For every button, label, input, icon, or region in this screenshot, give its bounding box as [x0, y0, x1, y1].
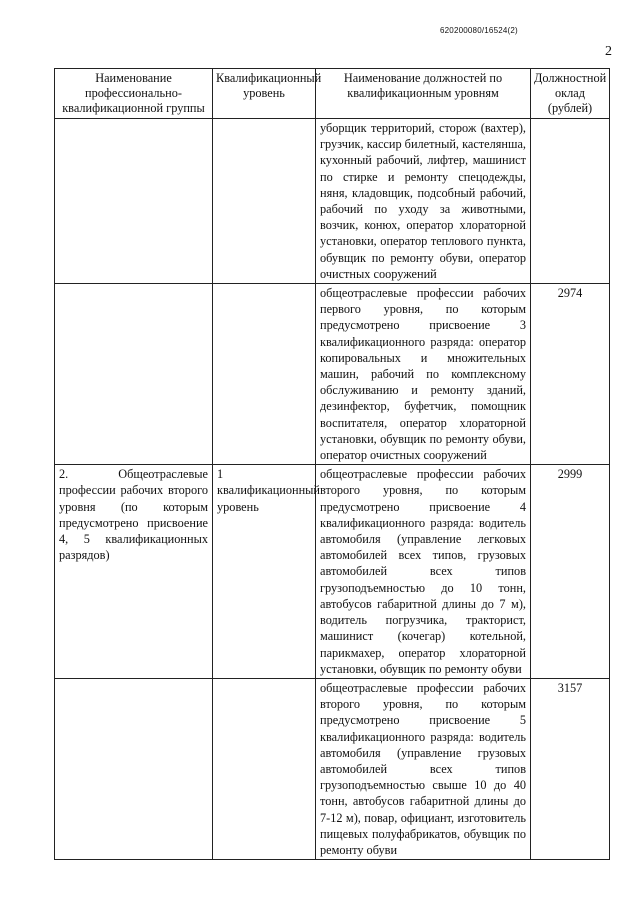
cell-level: 1 квалификационный уровень: [213, 465, 316, 679]
page-number: 2: [605, 44, 612, 59]
cell-level: [213, 678, 316, 859]
cell-group: [55, 119, 213, 284]
table-row: [55, 465, 610, 679]
cell-salary: [531, 119, 610, 284]
cell-level: [213, 284, 316, 465]
table-row: [55, 119, 610, 284]
table-row: [55, 678, 610, 859]
cell-positions: общеотраслевые профессии рабочих второго уровня, по которым предусмотрено присвоение 4 квалификационного разряда: водитель автомобиля (управление легковых автомобилей всех типов, грузовых автомобилей всех типов грузоподъемностью до 10 тонн, автобусов габаритной длины до 7 м), водитель погрузчика, тракторист, машинист (кочегар) котельной, парикмахер, оператор хлораторной установки, обувщик по ремонту обуви: [316, 465, 531, 679]
cell-salary: 2999: [531, 465, 610, 679]
cell-group: [55, 284, 213, 465]
document-id: 620200080/16524(2): [440, 26, 518, 35]
header-positions: Наименование должностей по квалификационным уровням: [316, 69, 531, 119]
header-salary: Должностной оклад (рублей): [531, 69, 610, 119]
table-row: [55, 284, 610, 465]
cell-salary: 3157: [531, 678, 610, 859]
cell-positions: уборщик территорий, сторож (вахтер), грузчик, кассир билетный, кастелянша, кухонный рабочий, лифтер, машинист по стирке и ремонту спецодежды, няня, кладовщик, подсобный рабочий, рабочий по уходу за животными, возчик, конюх, оператор хлораторной установки, оператор теплового пункта, обувщик по ремонту обуви, оператор очистных сооружений: [316, 119, 531, 284]
header-group: Наименование профессионально-квалификационной группы: [55, 69, 213, 119]
header-level: Квалификационный уровень: [213, 69, 316, 119]
cell-level: [213, 119, 316, 284]
cell-group: [55, 678, 213, 859]
cell-positions: общеотраслевые профессии рабочих первого уровня, по которым предусмотрено присвоение 3 квалификационного разряда: оператор копировальных и множительных машин, рабочий по комплексному обслуживанию и ремонту зданий, дезинфектор, буфетчик, помощник воспитателя, оператор хлораторной установки, обувщик по ремонту обуви, оператор очистных сооружений: [316, 284, 531, 465]
cell-group: 2. Общеотраслевые профессии рабочих второго уровня (по которым предусмотрено присвоение 4, 5 квалификационных разрядов): [55, 465, 213, 679]
table-header-row: [55, 69, 610, 119]
cell-salary: 2974: [531, 284, 610, 465]
qualification-table: [54, 68, 610, 860]
cell-positions: общеотраслевые профессии рабочих второго уровня, по которым предусмотрено присвоение 5 квалификационного разряда: водитель автомобиля (управление грузовых автомобилей всех типов грузоподъемностью свыше 10 до 40 тонн, автобусов габаритной длины до 7-12 м), повар, официант, изготовитель пищевых полуфабрикатов, обувщик по ремонту обуви: [316, 678, 531, 859]
